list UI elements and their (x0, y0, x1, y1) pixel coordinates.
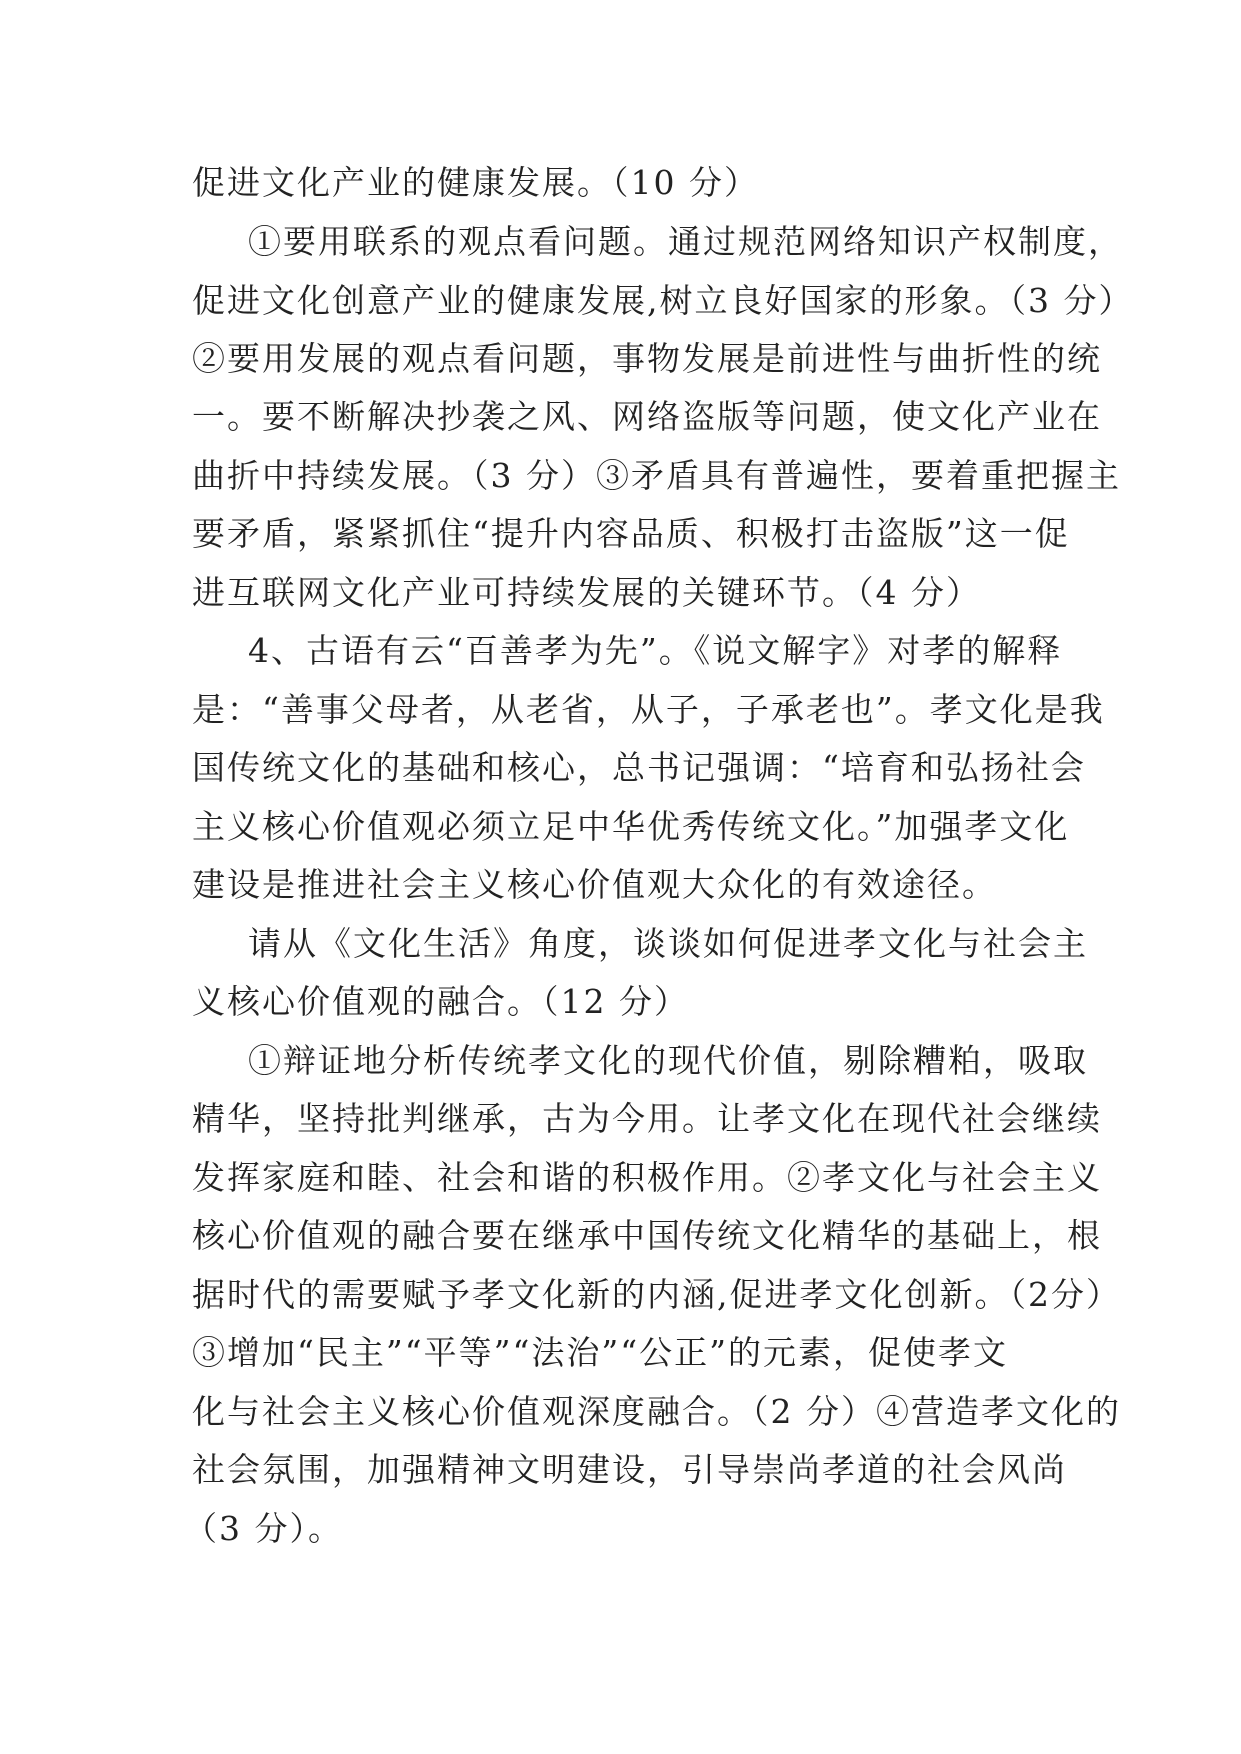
text-line: 曲折中持续发展。（3 分）③矛盾具有普遍性，要着重把握主 (192, 456, 1121, 495)
text-line: 国传统文化的基础和核心，总书记强调：“培育和弘扬社会 (192, 748, 1086, 787)
text-line: 化与社会主义核心价值观深度融合。（2 分）④营造孝文化的 (192, 1392, 1121, 1431)
text-line: ①要用联系的观点看问题。通过规范网络知识产权制度， (248, 222, 1123, 261)
text-line: 精华，坚持批判继承，古为今用。让孝文化在现代社会继续 (192, 1099, 1102, 1138)
text-line: 进互联网文化产业可持续发展的关键环节。（4 分） (192, 573, 981, 612)
text-line: 发挥家庭和睦、社会和谐的积极作用。②孝文化与社会主义 (192, 1158, 1102, 1197)
text-line: 据时代的需要赋予孝文化新的内涵,促进孝文化创新。（2分） (192, 1275, 1121, 1314)
text-line: 促进文化产业的健康发展。（10 分） (192, 163, 759, 202)
text-line: 核心价值观的融合要在继承中国传统文化精华的基础上，根 (192, 1216, 1102, 1255)
text-line: ①辩证地分析传统孝文化的现代价值，剔除糟粕，吸取 (248, 1041, 1088, 1080)
text-line: 建设是推进社会主义核心价值观大众化的有效途径。 (192, 865, 997, 904)
text-line: 要矛盾，紧紧抓住“提升内容品质、积极打击盗版”这一促 (192, 514, 1070, 553)
text-line: 促进文化创意产业的健康发展,树立良好国家的形象。（3 分） (192, 281, 1134, 320)
text-line: ③增加“民主”“平等”“法治”“公正”的元素，促使孝文 (192, 1333, 1008, 1372)
text-line: 是：“善事父母者，从老省，从子，子承老也”。孝文化是我 (192, 690, 1105, 729)
text-line: 请从《文化生活》角度，谈谈如何促进孝文化与社会主 (248, 924, 1088, 963)
text-line: 社会氛围，加强精神文明建设，引导崇尚孝道的社会风尚 (192, 1450, 1067, 1489)
text-line: 义核心价值观的融合。（12 分） (192, 982, 689, 1021)
text-line: （3 分）。 (184, 1509, 343, 1548)
text-line: 主义核心价值观必须立足中华优秀传统文化。”加强孝文化 (192, 807, 1070, 846)
text-line: 4、古语有云“百善孝为先”。《说文解字》对孝的解释 (248, 631, 1063, 670)
text-line: ②要用发展的观点看问题，事物发展是前进性与曲折性的统 (192, 339, 1102, 378)
text-line: 一。要不断解决抄袭之风、网络盗版等问题，使文化产业在 (192, 397, 1102, 436)
